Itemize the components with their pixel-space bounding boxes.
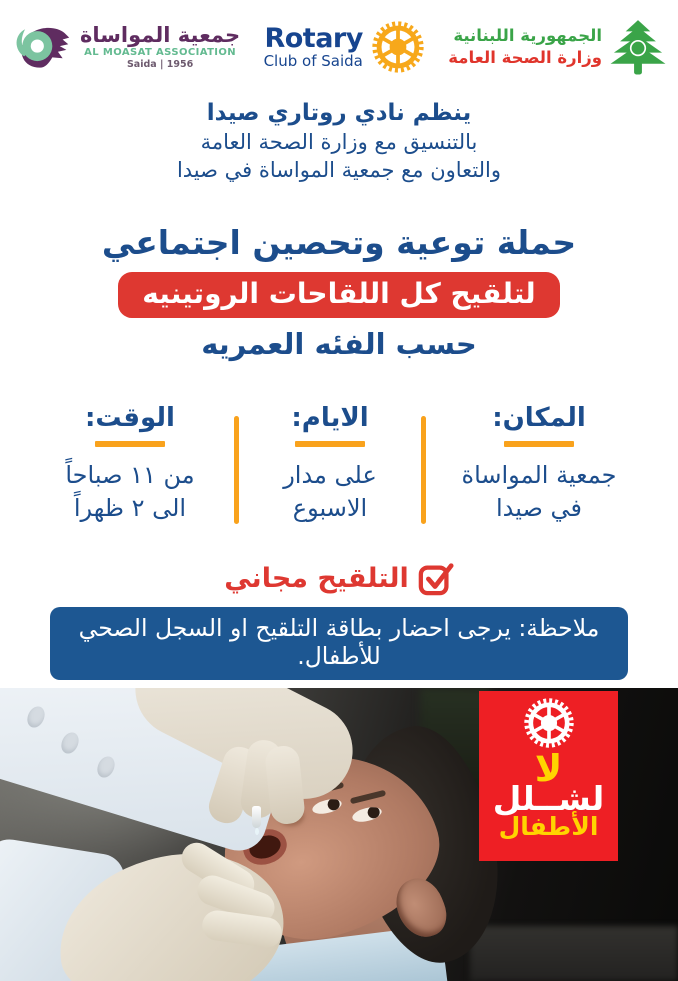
place-value-line2: في صيدا (496, 494, 582, 523)
photo-background-table (470, 926, 678, 981)
campaign-title-line: حملة توعية وتحصين اجتماعي (101, 223, 577, 262)
orange-underline (295, 441, 365, 447)
orange-underline (504, 441, 574, 447)
ministry-text (448, 25, 602, 70)
ministry-logo (448, 18, 666, 76)
campaign-subtitle: حسب الفئه العمريه (201, 326, 477, 361)
rotary-club-name: Club of Saida (263, 52, 363, 70)
moasat-logo (12, 19, 240, 75)
moasat-text (80, 24, 240, 70)
intro-line-3: والتعاون مع جمعية المواساة في صيدا (176, 158, 502, 183)
moasat-name-english: AL MOASAT ASSOCIATION (84, 47, 237, 59)
rotary-wheel-icon (523, 697, 575, 749)
info-column-place (432, 404, 646, 526)
campaign-title (0, 223, 678, 361)
info-column-days (245, 404, 415, 526)
orange-underline (95, 441, 165, 447)
info-columns (20, 404, 658, 526)
checkbox-check-icon (418, 560, 454, 596)
free-vaccination-label: التلقيح مجاني (224, 562, 409, 594)
rotary-wheel-icon (371, 20, 425, 74)
place-value-line1: جمعية المواساة (461, 460, 617, 489)
moasat-hand-icon (12, 19, 72, 75)
intro-line-2: بالتنسيق مع وزارة الصحة العامة (200, 129, 478, 154)
ministry-health-line: وزارة الصحة العامة (448, 48, 602, 67)
campaign-highlight-box: لتلقيح كل اللقاحات الروتينيه (118, 272, 559, 318)
vaccine-dropper (252, 806, 261, 828)
intro-line-1: ينظم نادي روتاري صيدا (206, 100, 472, 126)
ministry-republic-line: الجمهورية اللبنانية (453, 25, 602, 45)
cedar-tree-icon (610, 18, 666, 76)
free-vaccination-line (0, 560, 678, 596)
rotary-name: Rotary (264, 23, 363, 54)
end-polio-badge (479, 691, 618, 861)
badge-no-text: لا (534, 747, 563, 790)
logos-row (12, 12, 666, 82)
time-value-line1: من ١١ صباحاً (65, 460, 195, 489)
moasat-subtitle: Saida | 1956 (126, 59, 194, 71)
place-label: المكان: (492, 403, 586, 433)
time-label: الوقت: (85, 403, 175, 433)
rotary-text (264, 25, 363, 69)
info-column-time (32, 404, 228, 526)
note-banner: ملاحظة: يرجى احضار بطاقة التلقيح او السجل الصحي للأطفال. (50, 607, 628, 680)
organizer-intro (0, 99, 678, 184)
rotary-logo (264, 20, 425, 74)
vaccination-photo (0, 688, 678, 981)
badge-polio-text: لشــلل (492, 778, 605, 818)
column-divider (234, 416, 239, 524)
time-value-line2: الى ٢ ظهراً (73, 494, 187, 523)
vaccine-drop (255, 828, 259, 835)
days-label: الايام: (291, 403, 369, 433)
column-divider (421, 416, 426, 524)
days-value-line1: على مدار (283, 460, 377, 489)
moasat-name-arabic: جمعية المواساة (80, 22, 241, 47)
badge-children-text: الأطفال (498, 812, 599, 842)
days-value-line2: الاسبوع (292, 494, 368, 523)
